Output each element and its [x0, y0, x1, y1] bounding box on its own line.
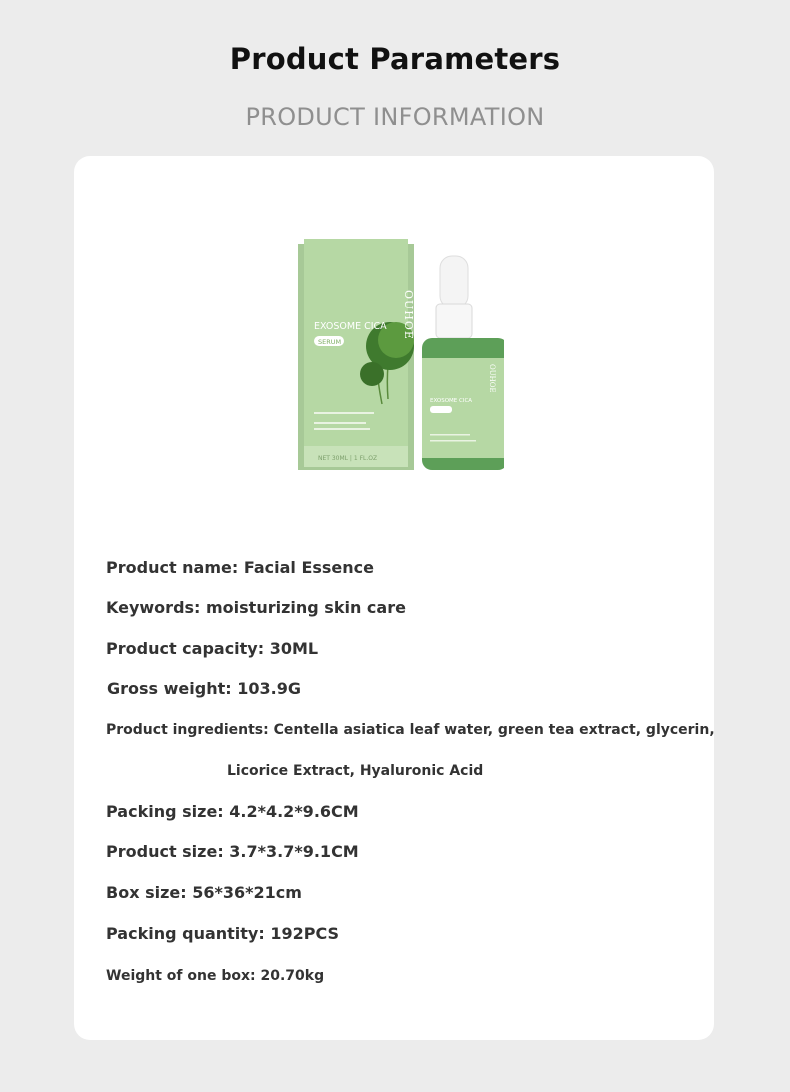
dropper-bulb [440, 256, 468, 308]
box-text-line [314, 428, 370, 430]
product-info-card [74, 156, 714, 1040]
box-brand-text: OUHOE [402, 290, 415, 340]
page-subtitle: PRODUCT INFORMATION [245, 103, 545, 131]
param-capacity: Product capacity: 30ML [106, 639, 319, 658]
param-packing-size: Packing size: 4.2*4.2*9.6CM [106, 802, 359, 821]
leaf-icon [360, 362, 384, 386]
param-keywords: Keywords: moisturizing skin care [106, 598, 406, 617]
param-product-name: Product name: Facial Essence [106, 558, 374, 577]
bottle-product-name: EXOSOME CICA [430, 398, 473, 404]
page-title: Product Parameters [229, 42, 561, 76]
box-text-line [314, 422, 366, 424]
box-net-text: NET 30ML | 1 FL.OZ [318, 455, 378, 462]
param-box-weight: Weight of one box: 20.70kg [106, 968, 325, 984]
bottle-text-line [430, 434, 470, 436]
bottle-brand-text: OUHOE [488, 364, 496, 393]
box-product-name: EXOSOME CICA [314, 321, 387, 332]
param-ingredients: Product ingredients: Centella asiatica leaf water, green tea extract, glycerin, [106, 722, 715, 738]
box-text-line [314, 412, 374, 414]
param-box-size: Box size: 56*36*21cm [106, 883, 302, 902]
bottle-text-line [430, 440, 476, 442]
bottle-tag-badge [430, 406, 452, 413]
box-tag-text: SERUM [318, 338, 342, 346]
param-packing-quantity: Packing quantity: 192PCS [106, 924, 340, 943]
param-product-size: Product size: 3.7*3.7*9.1CM [106, 842, 359, 861]
product-image [292, 234, 504, 474]
param-gross-weight: Gross weight: 103.9G [107, 679, 301, 698]
dropper-cap [436, 304, 472, 338]
param-ingredients-continued: Licorice Extract, Hyaluronic Acid [227, 763, 484, 779]
